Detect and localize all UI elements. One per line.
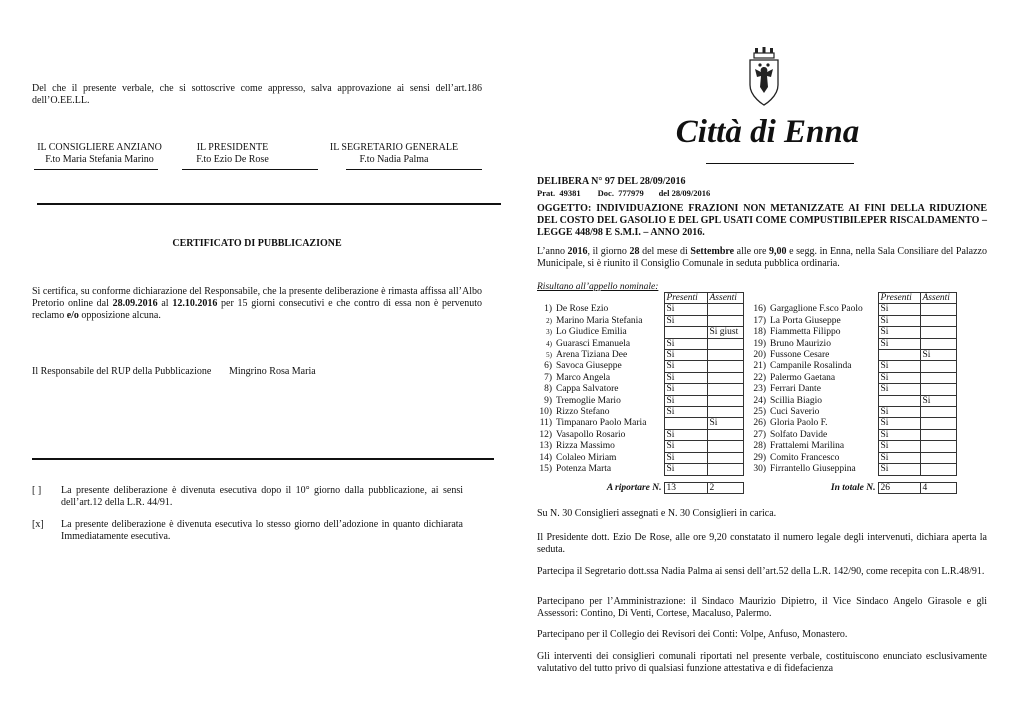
member-name: Palermo Gaetana [770, 372, 836, 383]
paragraph-revisori: Partecipano per il Collegio dei Revisori dei Conti: Volpe, Anfuso, Monastero. [537, 629, 848, 640]
member-name: La Porta Giuseppe [770, 315, 841, 326]
member-number: 21) [753, 361, 766, 372]
member-row [748, 350, 956, 361]
member-present: Si [878, 429, 920, 440]
member-absent [707, 452, 743, 463]
riportare-row [537, 482, 743, 493]
signature-line [346, 169, 482, 170]
member-absent [920, 327, 956, 338]
member-present: Si [664, 372, 707, 383]
member-present: Si [878, 464, 920, 475]
exec-mark-1: [ ] [32, 485, 42, 496]
member-row [537, 327, 743, 338]
paragraph-segretario: Partecipa il Segretario dott.ssa Nadia Palma ai sensi dell’art.52 della L.R. 142/90, come recepita con L.R.48/91. [537, 566, 985, 577]
member-number: 5) [546, 351, 552, 360]
member-present: Si [878, 338, 920, 349]
roll-header-row [537, 293, 743, 304]
member-number: 19) [753, 338, 766, 349]
member-present: Si [664, 315, 707, 326]
member-number: 18) [753, 327, 766, 338]
member-absent [707, 407, 743, 418]
coat-of-arms-icon [746, 47, 782, 109]
member-present: Si [664, 395, 707, 406]
signature-line [182, 169, 318, 170]
member-name: Rizza Massimo [556, 441, 615, 452]
seduta-text-part: e segg. in Enna, nella Sala Consiliare del Palazzo Municipale, si è riunito il Consiglio Comunale in seduta pubblica ordinaria. [537, 246, 987, 269]
cert-text-part: Si certifica, su conforme dichiarazione del Responsabile, che la presente deliberazione è rimasta affissa all’Albo Pretorio online dal [32, 286, 482, 309]
riportare-present: 13 [664, 482, 707, 493]
member-number: 17) [753, 315, 766, 326]
member-number: 29) [753, 452, 766, 463]
member-row [748, 384, 956, 395]
riportare-absent: 2 [707, 482, 743, 493]
col-present-header: Presenti [664, 293, 707, 304]
member-name: Marino Maria Stefania [556, 315, 643, 326]
signature-presidente [180, 142, 285, 166]
cert-text-part: per 15 giorni consecutivi e che contro di essa non è pervenuto reclamo [32, 298, 483, 321]
cert-date-to: 12.10.2016 [172, 298, 218, 309]
member-absent [707, 395, 743, 406]
member-name: Marco Angela [556, 372, 611, 383]
member-absent [707, 441, 743, 452]
member-present: Si [664, 384, 707, 395]
exec-text-2: La presente deliberazione è divenuta esecutiva lo stesso giorno dell’adozione in quanto dichiarata Immediatamente esecutiva. [61, 519, 463, 542]
member-row [748, 395, 956, 406]
member-absent: Si [920, 350, 956, 361]
member-present: Si [878, 418, 920, 429]
member-absent: Si [707, 418, 743, 429]
member-present: Si [878, 315, 920, 326]
member-present: Si [878, 327, 920, 338]
signature-segretario [320, 142, 468, 166]
prat-line: Prat. 49381 Doc. 777979 del 28/09/2016 [537, 188, 711, 198]
member-present: Si [664, 441, 707, 452]
member-row [537, 464, 743, 475]
member-present [878, 395, 920, 406]
member-present [664, 418, 707, 429]
signature-name: F.to Nadia Palma [359, 154, 429, 165]
seduta-text-part: L’anno [537, 246, 568, 257]
title-underline [706, 163, 854, 164]
riportare-label: A riportare N. [606, 482, 662, 493]
oggetto: OGGETTO: INDIVIDUAZIONE FRAZIONI NON METANIZZATE AI FINI DELLA RIDUZIONE DEL COSTO DEL GASOLIO E DEL GPL USATI COME COMPUSTIBILEPER RISCALDAMENTO – LEGGE 448/98 E S.M.I. – ANNO 2016. [537, 203, 987, 238]
member-name: Gloria Paolo F. [770, 418, 828, 429]
member-number: 13) [539, 441, 552, 452]
delibera-number: DELIBERA N° 97 DEL 28/09/2016 [537, 176, 686, 187]
member-name: Comito Francesco [770, 452, 840, 463]
member-present: Si [664, 429, 707, 440]
member-name: Timpanaro Paolo Maria [556, 418, 647, 429]
member-absent [707, 384, 743, 395]
member-absent [920, 464, 956, 475]
member-absent [707, 315, 743, 326]
signature-name: F.to Maria Stefania Marino [45, 154, 154, 165]
member-name: Rizzo Stefano [556, 407, 610, 418]
member-name: Solfato Davide [770, 429, 828, 440]
member-absent [920, 441, 956, 452]
member-absent [920, 315, 956, 326]
member-present: Si [664, 452, 707, 463]
signature-role: IL PRESIDENTE [196, 142, 269, 153]
seduta-anno: 2016 [567, 246, 588, 257]
member-name: Frattalemi Marilina [770, 441, 845, 452]
col-absent-header: Assenti [707, 293, 743, 304]
member-name: Cappa Salvatore [556, 384, 619, 395]
cert-text-bold: e/o [66, 310, 79, 321]
seduta-mese: Settembre [690, 246, 735, 257]
member-present: Si [878, 384, 920, 395]
member-present: Si [664, 407, 707, 418]
member-absent: Si [920, 395, 956, 406]
member-row [537, 395, 743, 406]
seduta-text-part: del mese di [639, 246, 691, 257]
city-title: Città di Enna [675, 114, 860, 150]
member-number: 4) [546, 339, 552, 348]
member-number: 3) [546, 328, 552, 337]
member-row [537, 429, 743, 440]
seduta-text [537, 246, 987, 270]
member-number: 22) [753, 372, 766, 383]
member-row [748, 407, 956, 418]
member-present: Si [664, 338, 707, 349]
member-row [748, 327, 956, 338]
roll-table-left [537, 292, 744, 494]
section-divider [32, 458, 494, 460]
member-name: Vasapollo Rosario [556, 429, 626, 440]
member-present [664, 327, 707, 338]
member-row [748, 418, 956, 429]
member-name: Tremoglie Mario [556, 395, 621, 406]
member-absent [920, 372, 956, 383]
member-absent [707, 304, 743, 315]
col-absent-header: Assenti [920, 293, 956, 304]
member-name: Fiammetta Filippo [770, 327, 841, 338]
member-name: Potenza Marta [556, 464, 612, 475]
member-name: Scillia Biagio [770, 395, 822, 406]
seduta-giorno: 28 [629, 246, 640, 257]
member-present: Si [664, 464, 707, 475]
member-row [748, 315, 956, 326]
roll-table-right [748, 292, 957, 494]
member-number: 24) [753, 395, 766, 406]
member-absent: Si giust [707, 327, 743, 338]
member-row [748, 361, 956, 372]
member-row [537, 350, 743, 361]
rup-name: Mingrino Rosa Maria [229, 366, 316, 377]
section-divider [37, 203, 501, 205]
member-row [748, 304, 956, 315]
seduta-text-part: alle ore [734, 246, 770, 257]
totale-row [748, 482, 956, 493]
member-row [748, 452, 956, 463]
member-name: Savoca Giuseppe [556, 361, 622, 372]
member-absent [707, 338, 743, 349]
member-row [537, 315, 743, 326]
member-absent [707, 372, 743, 383]
member-absent [920, 407, 956, 418]
intro-text: Del che il presente verbale, che si sottoscrive come appresso, salva approvazione ai sensi dell’art.186 dell’O.EE.LL. [32, 83, 482, 106]
cert-text [32, 286, 482, 322]
member-row [537, 407, 743, 418]
member-number: 14) [539, 452, 552, 463]
member-present: Si [878, 441, 920, 452]
member-number: 30) [753, 464, 766, 475]
member-row [748, 464, 956, 475]
roll-header-row [748, 293, 956, 304]
cert-text-part: al [157, 298, 173, 309]
member-row [537, 304, 743, 315]
member-number: 26) [753, 418, 766, 429]
totale-label: In totale N. [830, 482, 876, 493]
signature-role: IL CONSIGLIERE ANZIANO [37, 142, 162, 153]
member-name: Arena Tiziana Dee [556, 350, 628, 361]
member-row [537, 441, 743, 452]
member-absent [920, 361, 956, 372]
totale-absent: 4 [920, 482, 956, 493]
signature-consigliere [32, 142, 167, 166]
member-name: Lo Giudice Emilia [556, 327, 627, 338]
member-number: 10) [539, 407, 552, 418]
member-row [537, 338, 743, 349]
member-absent [920, 338, 956, 349]
member-name: Firrantello Giuseppina [770, 464, 856, 475]
member-number: 20) [753, 350, 766, 361]
member-row [537, 384, 743, 395]
paragraph-interventi: Gli interventi dei consiglieri comunali riportati nel presente verbale, costituiscono enunciato esclusivamente valutativo del tutto privo di qualsiasi funzione attestativa e di fidefacienza [537, 651, 987, 674]
member-name: Colaleo Miriam [556, 452, 617, 463]
member-number: 7) [544, 372, 552, 383]
cert-date-from: 28.09.2016 [112, 298, 158, 309]
member-number: 11) [539, 418, 552, 429]
member-absent [920, 304, 956, 315]
member-absent [707, 350, 743, 361]
signature-name: F.to Ezio De Rose [196, 154, 269, 165]
member-number: 12) [539, 429, 552, 440]
cert-text-part: opposizione alcuna. [78, 310, 161, 321]
paragraph-consiglieri: Su N. 30 Consiglieri assegnati e N. 30 Consiglieri in carica. [537, 508, 777, 519]
exec-mark-2: [x] [32, 519, 44, 530]
member-number: 15) [539, 464, 552, 475]
member-absent [920, 429, 956, 440]
seduta-ore: 9,00 [769, 246, 787, 257]
member-name: Fussone Cesare [770, 350, 830, 361]
member-present [878, 350, 920, 361]
member-name: Guarasci Emanuela [556, 338, 631, 349]
member-name: Bruno Maurizio [770, 338, 831, 349]
member-absent [920, 384, 956, 395]
appello-label: Risultano all’appello nominale: [537, 282, 659, 292]
member-number: 8) [544, 384, 552, 395]
member-present: Si [664, 304, 707, 315]
member-row [537, 452, 743, 463]
member-present: Si [664, 361, 707, 372]
member-number: 23) [753, 384, 766, 395]
exec-text-1: La presente deliberazione è divenuta esecutiva dopo il 10° giorno dalla pubblicazione, ai sensi dell’art.12 della L.R. 44/91. [61, 485, 463, 508]
member-name: Ferrari Dante [770, 384, 821, 395]
seduta-text-part: , il giorno [587, 246, 630, 257]
member-row [748, 429, 956, 440]
member-row [537, 372, 743, 383]
member-name: De Rose Ezio [556, 304, 609, 315]
signature-role: IL SEGRETARIO GENERALE [329, 142, 459, 153]
member-name: Campanile Rosalinda [770, 361, 852, 372]
member-absent [920, 418, 956, 429]
member-absent [707, 429, 743, 440]
member-present: Si [878, 304, 920, 315]
member-row [748, 441, 956, 452]
member-row [537, 418, 743, 429]
member-present: Si [878, 372, 920, 383]
member-number: 1) [544, 304, 552, 315]
member-present: Si [878, 452, 920, 463]
member-number: 6) [544, 361, 552, 372]
member-present: Si [878, 407, 920, 418]
paragraph-presidente: Il Presidente dott. Ezio De Rose, alle ore 9,20 constatato il numero legale degli intervenuti, dichiara aperta la seduta. [537, 532, 987, 555]
member-number: 28) [753, 441, 766, 452]
signature-line [34, 169, 158, 170]
cert-title: CERTIFICATO DI PUBBLICAZIONE [172, 238, 342, 249]
paragraph-amministrazione: Partecipano per l’Amministrazione: il Sindaco Maurizio Dipietro, il Vice Sindaco Angelo Girasole e gli Assessori: Contino, Di Venti, Cortese, Macaluso, Palermo. [537, 596, 987, 619]
member-number: 27) [753, 429, 766, 440]
member-row [748, 338, 956, 349]
member-row [537, 361, 743, 372]
totale-present: 26 [878, 482, 920, 493]
col-present-header: Presenti [878, 293, 920, 304]
member-name: Gargaglione F.sco Paolo [770, 304, 863, 315]
rup-label: Il Responsabile del RUP della Pubblicazione [32, 366, 212, 377]
member-present: Si [878, 361, 920, 372]
member-number: 25) [753, 407, 766, 418]
member-absent [707, 361, 743, 372]
member-row [748, 372, 956, 383]
member-number: 9) [544, 395, 552, 406]
member-absent [920, 452, 956, 463]
member-present: Si [664, 350, 707, 361]
member-name: Cuci Saverio [770, 407, 820, 418]
member-absent [707, 464, 743, 475]
member-number: 16) [753, 304, 766, 315]
member-number: 2) [546, 316, 552, 325]
